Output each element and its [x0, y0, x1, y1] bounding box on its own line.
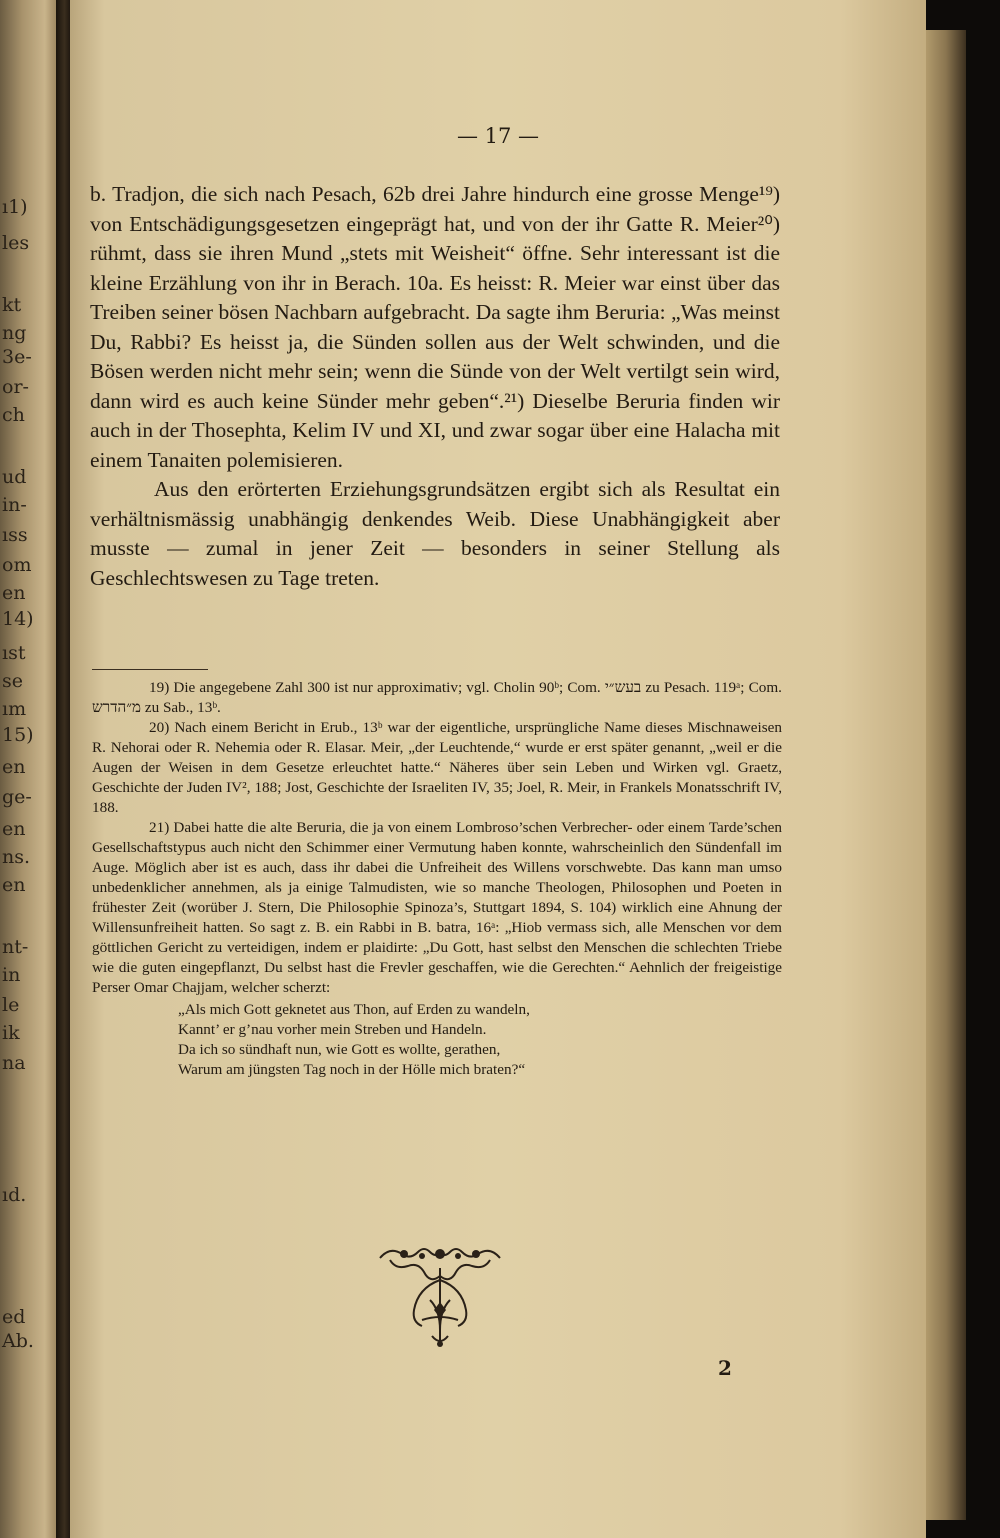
- adjacent-page-fragment: en: [2, 582, 26, 604]
- adjacent-page-fragment: se: [2, 670, 23, 692]
- book-page: [70, 0, 926, 1538]
- adjacent-page-edge: [0, 0, 56, 1538]
- adjacent-page-fragment: 3e-: [2, 346, 32, 368]
- adjacent-page-fragment: om: [2, 554, 32, 576]
- verse-line: Warum am jüngsten Tag noch in der Hölle mich braten?“: [178, 1061, 526, 1078]
- main-text: [90, 180, 780, 593]
- adjacent-page-fragment: ud: [2, 466, 27, 488]
- adjacent-page-fragment: en: [2, 874, 26, 896]
- verse-line: Kannt’ er g’nau vorher mein Streben und Handeln.: [178, 1021, 487, 1038]
- page-edge-shadow: [926, 30, 966, 1520]
- adjacent-page-fragment: le: [2, 994, 20, 1016]
- adjacent-page-fragment: ı1): [2, 196, 28, 218]
- adjacent-page-fragment: 15): [2, 724, 34, 746]
- adjacent-page-fragment: ıss: [2, 524, 28, 546]
- adjacent-page-fragment: na: [2, 1052, 26, 1074]
- adjacent-page-fragment: ıst: [2, 642, 26, 664]
- adjacent-page-fragment: or-: [2, 376, 29, 398]
- page-number: — 17 —: [456, 124, 540, 148]
- footnote-20: 20) Nach einem Bericht in Erub., 13ᵇ war der eigentliche, ursprüngliche Name dieses Mischnaweisen R. Nehorai oder R. Nehemia oder R. Elasar. Meir, „der Leuchtende,“ wurde er erst später genannt, „weil er die Augen der Weisen in dem Gesetze erleuchtet hatte.“ Näheres über sein Leben und Wirken vgl. Graetz, Geschichte der Juden IV², 188; Jost, Geschichte der Israeliten IV, 35; Joel, R. Meir, in Frankels Monatsschrift IV, 188.: [92, 719, 782, 816]
- footnotes: [92, 678, 782, 1080]
- verse-quote: [178, 1000, 782, 1080]
- adjacent-page-fragment: les: [2, 232, 30, 254]
- adjacent-page-fragment: ng: [2, 322, 27, 344]
- adjacent-page-fragment: ım: [2, 698, 27, 720]
- adjacent-page-fragment: ch: [2, 404, 25, 426]
- verse-line: „Als mich Gott geknetet aus Thon, auf Erden zu wandeln,: [178, 1001, 530, 1018]
- paragraph-1: b. Tradjon, die sich nach Pesach, 62b drei Jahre hindurch eine grosse Menge¹⁹) von Entschädigungsgesetzen eingeprägt hat, und von der ihr Gatte R. Meier²⁰) rühmt, dass sie ihren Mund „stets mit Weisheit“ öffne. Sehr interessant ist die kleine Erzählung von ihr in Berach. 10a. Es heisst: R. Meier war einst über das Treiben seiner bösen Nachbarn aufgebracht. Da sagte ihm Beruria: „Was meinst Du, Rabbi? Es heisst ja, die Sünden sollen aus der Welt schwinden, und die Bösen werden nicht mehr sein; wenn die Sünde von der Welt vertilgt sein wird, dann wird es auch keine Sünder mehr geben“.²¹) Dieselbe Beruria finden wir auch in der Thosephta, Kelim IV und XI, und zwar sogar über eine Halacha mit einem Tanaiten polemisieren.: [90, 182, 780, 472]
- adjacent-page-fragment: nt-: [2, 936, 29, 958]
- adjacent-page-fragment: ge-: [2, 786, 32, 808]
- adjacent-page-fragment: kt: [2, 294, 22, 316]
- footnote-divider: [92, 669, 208, 670]
- adjacent-page-fragment: ıd.: [2, 1184, 27, 1206]
- adjacent-page-fragment: in-: [2, 494, 27, 516]
- adjacent-page-fragment: ed: [2, 1306, 26, 1328]
- adjacent-page-fragment: Ab.: [2, 1330, 34, 1352]
- paragraph-2: Aus den erörterten Erziehungsgrundsätzen ergibt sich als Resultat ein verhältnismässig unabhängig denkendes Weib. Diese Unabhängigkeit aber musste — zumal in jener Zeit — besonders in seiner Stellung als Geschlechtswesen zu Tage treten.: [90, 477, 780, 590]
- adjacent-page-fragment: 14): [2, 608, 34, 630]
- adjacent-page-fragment: ik: [2, 1022, 20, 1044]
- adjacent-page-fragment: en: [2, 756, 26, 778]
- footnote-19: 19) Die angegebene Zahl 300 ist nur approximativ; vgl. Cholin 90ᵇ; Com. בעש״י zu Pesach. 119ᵃ; Com. מ״הדרש zu Sab., 13ᵇ.: [92, 679, 782, 716]
- footnote-21: 21) Dabei hatte die alte Beruria, die ja von einem Lombroso’schen Verbrecher- oder einem Tarde’schen Gesellschaftstypus auch nicht den Schimmer einer Vermutung haben konnte, wahrscheinlich den Sündenfall im Auge. Möglich aber ist es auch, dass ihr dabei die Unfreiheit des Willens vorschwebte. Das kann man umso unbedenklicher annehmen, als ja einige Talmudisten, wie so manche Theologen, Philosophen und Poeten in frühester Zeit (worüber J. Stern, Die Philosophie Spinoza’s, Stuttgart 1894, S. 104) wirklich eine Ahnung der Willensunfreiheit hatten. So sagt z. B. ein Rabbi in B. batra, 16ᵃ: „Hiob vermass sich, alle Menschen vor dem göttlichen Gericht zu verteidigen, indem er plaidirte: „Du Gott, hast selbst den Menschen die schlechten Triebe wie die guten eingepflanzt, Du selbst hast die Frevler geschaffen, wie die Gerechten.“ Aehnlich der freigeistige Perser Omar Chajjam, welcher scherzt:: [92, 819, 782, 996]
- book-spine: [56, 0, 70, 1538]
- adjacent-page-fragment: in: [2, 964, 21, 986]
- adjacent-page-fragment: ns.: [2, 846, 31, 868]
- floral-vignette-icon: [370, 1240, 510, 1350]
- signature-mark: 2: [718, 1356, 732, 1380]
- adjacent-page-fragment: en: [2, 818, 26, 840]
- verse-line: Da ich so sündhaft nun, wie Gott es wollte, gerathen,: [178, 1041, 501, 1058]
